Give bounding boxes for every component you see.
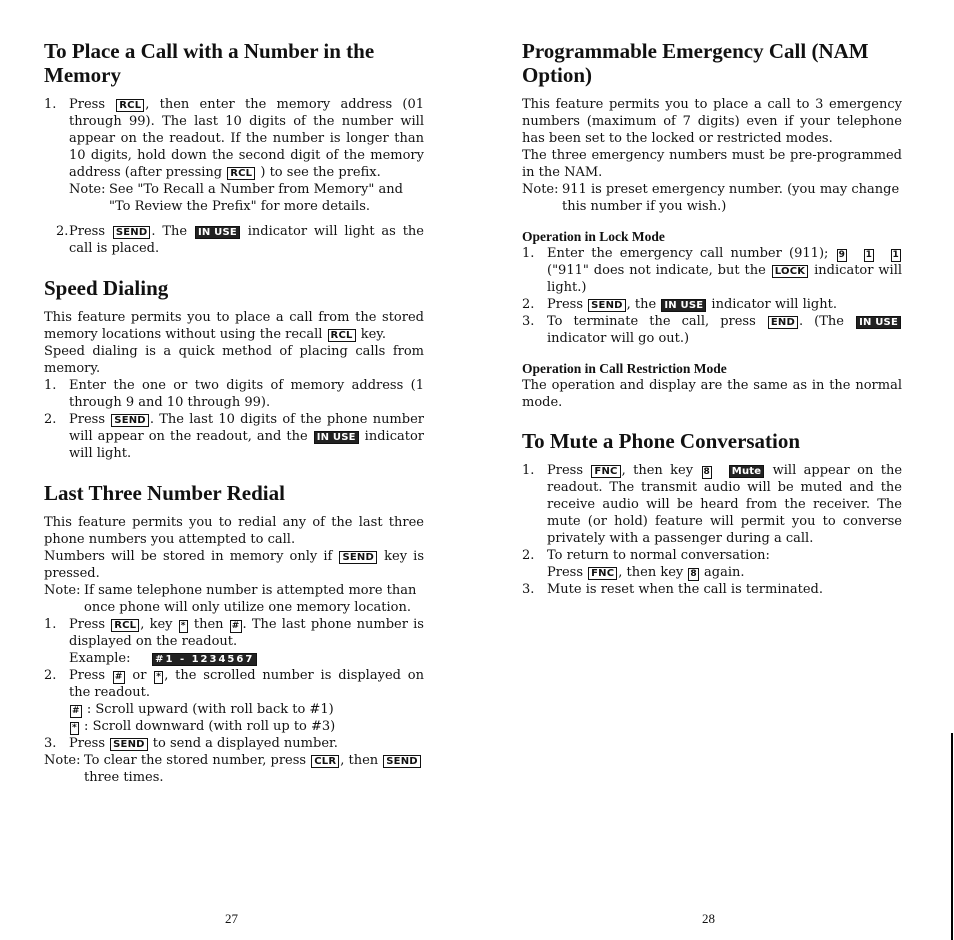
speed-dialing-title: Speed Dialing xyxy=(44,276,169,300)
list-item: 1. Press RCL , key * then # . The last phone number is displayed on the readout. xyxy=(44,617,424,649)
end-key: END xyxy=(768,316,798,329)
clr-key: CLR xyxy=(311,755,339,768)
list-item: 1. Enter the one or two digits of memory address (1 through 9 and 10 through 99). xyxy=(44,378,424,410)
memory-section-title: To Place a Call with a Number in the Memory xyxy=(44,39,375,87)
mute-indicator: Mute xyxy=(729,465,764,478)
readout-example: #1 - 1234567 xyxy=(152,653,257,666)
note: Note: See "To Recall a Number from Memory" and "To Review the Prefix" for more details. xyxy=(69,182,403,214)
redial-title: Last Three Number Redial xyxy=(44,481,285,505)
send-key: SEND xyxy=(588,299,626,312)
left-page xyxy=(44,0,424,786)
list-item: 1. Press FNC , then key 8 Mute will appear on the readout. The transmit audio will be muted and the receive audio will be heard from the receiver. The mute (or hold) feature will permit you to converse privately with a passenger during a call. xyxy=(522,463,903,546)
note: Note: To clear the stored number, press CLR , then SEND three times. xyxy=(44,752,424,786)
rcl-key: RCL xyxy=(328,329,356,342)
hash-key: # xyxy=(231,621,240,631)
list-item: 3. To terminate the call, press END . (The IN USE indicator will go out.) xyxy=(522,313,902,347)
fnc-key: FNC xyxy=(591,465,620,478)
emergency-call-title: Programmable Emergency Call (NAM Option) xyxy=(522,39,869,87)
send-key: SEND xyxy=(383,755,421,768)
scroll-down-line: * : Scroll downward (with roll up to #3) xyxy=(72,719,336,734)
paragraph: This feature permits you to redial any of the last three phone numbers you attempted to call. xyxy=(44,515,424,547)
scroll-up-line: # : Scroll upward (with roll back to #1) xyxy=(72,702,334,717)
list-item: 3. Press SEND to send a displayed number. xyxy=(44,736,338,751)
hash-key: # xyxy=(114,672,123,682)
lock-indicator: LOCK xyxy=(772,265,808,278)
one-key: 1 xyxy=(892,250,900,260)
list-item: 1. Enter the emergency call number (911); 9 1 1 ("911" does not indicate, but the LOCK indicator will light.) xyxy=(522,246,903,295)
page-edge-bar xyxy=(951,733,953,940)
in-use-indicator: IN USE xyxy=(195,226,240,239)
eight-key: 8 xyxy=(703,467,710,477)
restriction-mode-title: Operation in Call Restriction Mode xyxy=(522,361,727,376)
list-item: 2. Press SEND . The last 10 digits of the phone number will appear on the readout, and the IN USE indicator will light. xyxy=(44,412,424,461)
list-item: 2. Press SEND , the IN USE indicator will light. xyxy=(522,297,837,312)
send-key: SEND xyxy=(111,414,149,427)
mute-title: To Mute a Phone Conversation xyxy=(522,429,801,453)
paragraph: The three emergency numbers must be pre-programmed in the NAM. xyxy=(522,148,902,180)
lock-mode-title: Operation in Lock Mode xyxy=(522,229,665,244)
page-number-right: 28 xyxy=(702,911,715,926)
fnc-key: FNC xyxy=(588,567,617,580)
rcl-key: RCL xyxy=(111,619,139,632)
hash-key: # xyxy=(72,706,80,716)
right-page xyxy=(522,0,902,598)
paragraph: Numbers will be stored in memory only if SEND key is pressed. xyxy=(44,549,424,581)
send-key: SEND xyxy=(110,738,148,751)
nine-key: 9 xyxy=(838,250,846,260)
send-key: SEND xyxy=(113,226,151,239)
list-item: 2. To return to normal conversation: Press FNC , then key 8 again. xyxy=(522,548,770,580)
paragraph: This feature permits you to place a call from the stored memory locations without using the recall RCL key. xyxy=(44,310,424,342)
send-key: SEND xyxy=(339,551,377,564)
star-key: * xyxy=(72,723,77,733)
paragraph: The operation and display are the same as in the normal mode. xyxy=(522,378,902,410)
list-item: 2. Press # or * , the scrolled number is displayed on the readout. xyxy=(44,668,424,700)
list-item: 2. Press SEND . The IN USE indicator will light as the call is placed. xyxy=(56,224,424,256)
in-use-indicator: IN USE xyxy=(856,316,901,329)
paragraph: Speed dialing is a quick method of placing calls from memory. xyxy=(44,344,424,376)
one-key: 1 xyxy=(865,250,873,260)
paragraph: This feature permits you to place a call to 3 emergency numbers (maximum of 7 digits) even if your telephone has been set to the locked or restricted modes. xyxy=(522,97,902,146)
list-item: 3. Mute is reset when the call is terminated. xyxy=(522,582,823,597)
list-item: 1. Press RCL , then enter the memory address (01 through 99). The last 10 digits of the number will appear on the readout. If the number is longer than 10 digits, hold down the second digit of the memory address (after pressing RCL ) to see the prefix. xyxy=(44,97,424,180)
star-key: * xyxy=(156,672,162,682)
in-use-indicator: IN USE xyxy=(661,299,706,312)
eight-key: 8 xyxy=(690,569,697,579)
page-number-left: 27 xyxy=(225,911,238,926)
note: Note: If same telephone number is attempted more than once phone will only utilize one memory location. xyxy=(44,583,417,615)
in-use-indicator: IN USE xyxy=(314,431,359,444)
note: Note: 911 is preset emergency number. (you may change this number if you wish.) xyxy=(522,182,900,214)
star-key: * xyxy=(180,621,186,631)
rcl-key: RCL xyxy=(227,167,255,180)
rcl-key: RCL xyxy=(116,99,144,112)
example-line: Example: #1 - 1234567 xyxy=(44,650,424,667)
